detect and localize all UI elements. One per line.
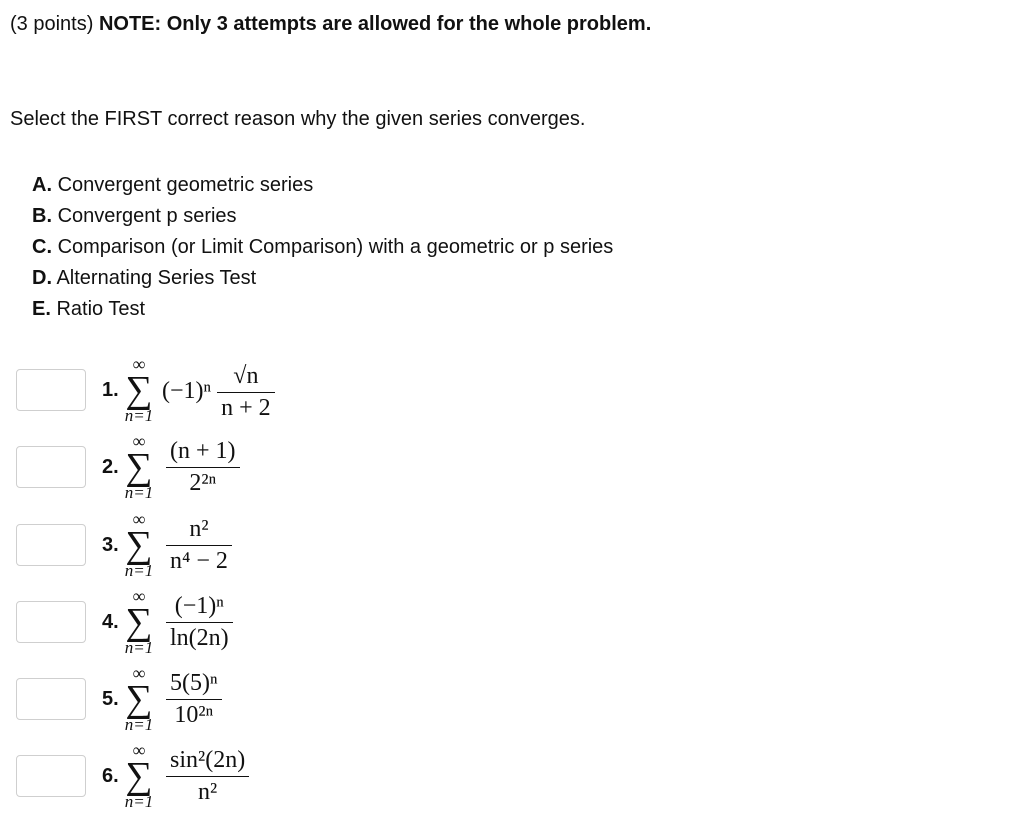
points-label: (3 points)	[10, 13, 94, 35]
series-number: 4.	[102, 611, 119, 633]
series-item-5	[0, 664, 1024, 742]
answer-input-6[interactable]	[16, 755, 86, 797]
answer-input-1[interactable]	[16, 369, 86, 411]
summation-symbol: ∞ ∑ n=1	[124, 586, 154, 657]
series-item-4	[0, 587, 1024, 665]
series-number: 5.	[102, 688, 119, 710]
term-prefix: (−1)ⁿ	[162, 378, 212, 405]
summation-symbol: ∞ ∑ n=1	[124, 740, 154, 811]
answer-input-5[interactable]	[16, 678, 86, 720]
option-c: C. Comparison (or Limit Comparison) with a geometric or p series	[32, 236, 614, 258]
question-prompt: Select the FIRST correct reason why the given series converges.	[10, 108, 586, 130]
option-a: A. Convergent geometric series	[32, 174, 314, 196]
problem-header	[10, 13, 651, 36]
answer-input-2[interactable]	[16, 446, 86, 488]
option-d: D. Alternating Series Test	[32, 267, 257, 289]
series-term: $\frac{\text{5(5)ⁿ}}{\text{10²ⁿ}}$	[166, 670, 222, 729]
series-term: $\frac{\text{(−1)ⁿ}}{\ln(2n)}$	[166, 593, 233, 652]
series-number: 6.	[102, 765, 119, 787]
series-item-3	[0, 510, 1024, 588]
series-number: 3.	[102, 534, 119, 556]
series-item-6	[0, 741, 1024, 819]
answer-input-4[interactable]	[16, 601, 86, 643]
summation-symbol: ∞ ∑ n=1	[124, 431, 154, 502]
series-term: (−1)ⁿ $\frac{√n}{n + 2}$	[162, 363, 275, 422]
series-term: $\frac{\text{sin²(2n)}}{\text{n²}}$	[166, 747, 249, 806]
series-item-2	[0, 432, 1024, 510]
series-number: 1.	[102, 379, 119, 401]
series-term: $\frac{(n + 1)}{\text{2²ⁿ}}$	[166, 438, 240, 497]
summation-symbol: ∞ ∑ n=1	[124, 663, 154, 734]
option-e: E. Ratio Test	[32, 298, 146, 320]
answer-input-3[interactable]	[16, 524, 86, 566]
option-b: B. Convergent p series	[32, 205, 237, 227]
summation-symbol: ∞ ∑ n=1	[124, 354, 154, 425]
series-term: $\frac{\text{n²}}{\text{n⁴ − 2}}$	[166, 516, 232, 575]
reason-options	[32, 170, 613, 325]
series-item-1	[0, 355, 1024, 433]
summation-symbol: ∞ ∑ n=1	[124, 509, 154, 580]
series-number: 2.	[102, 456, 119, 478]
attempts-note: NOTE: Only 3 attempts are allowed for the whole problem.	[98, 13, 652, 35]
